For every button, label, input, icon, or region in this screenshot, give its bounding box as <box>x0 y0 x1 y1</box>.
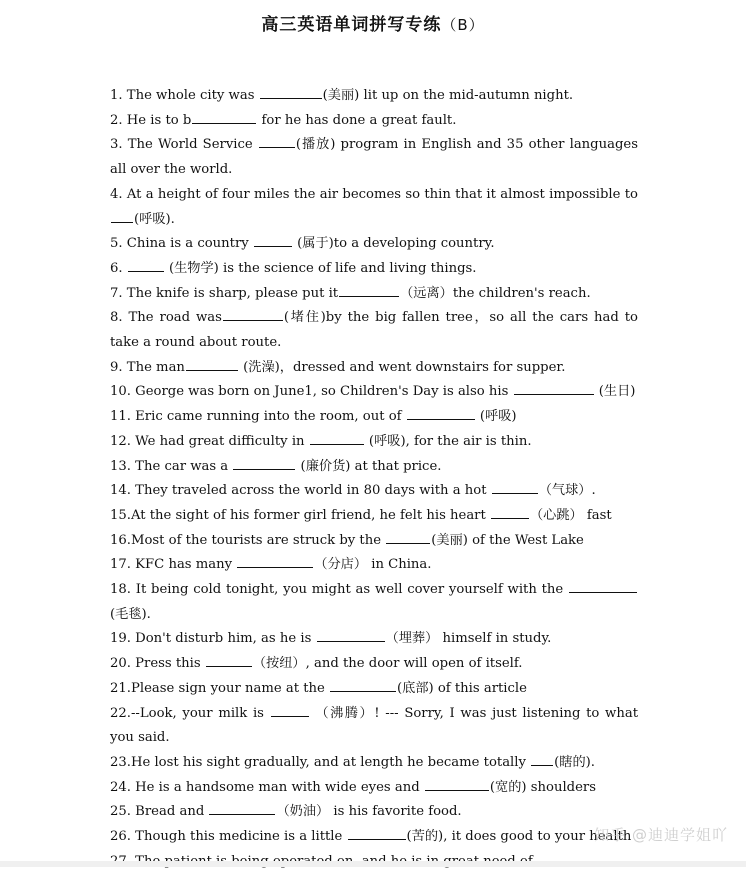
exercise-text: 12. We had great difficulty in <box>110 433 309 449</box>
answer-blank[interactable] <box>317 628 385 642</box>
watermark: 知乎 @迪迪学姐吖 <box>594 826 728 844</box>
exercise-text: (瞎的). <box>554 754 595 770</box>
bottom-bar <box>0 861 746 867</box>
exercise-text: (美丽) of the West Lake <box>431 532 584 548</box>
exercise-item <box>110 455 638 480</box>
title-text: 高三英语单词拼写专练 <box>261 15 442 35</box>
exercise-text: 20. Press this <box>110 656 205 672</box>
answer-blank[interactable] <box>339 283 399 297</box>
exercise-text: 18. It being cold tonight, you might as well cover yourself with the <box>110 582 568 598</box>
answer-blank[interactable] <box>223 307 283 321</box>
exercise-text: （埋葬） himself in study. <box>385 631 552 647</box>
answer-blank[interactable] <box>310 431 364 445</box>
exercise-item <box>110 232 638 257</box>
answer-blank[interactable] <box>491 505 529 519</box>
exercise-item <box>110 430 638 455</box>
exercise-text: (美丽) lit up on the mid-autumn night. <box>322 88 574 103</box>
exercise-item <box>110 825 638 850</box>
exercise-text: （沸腾）! --- Sorry, I was just listening to what you said. <box>110 705 638 746</box>
answer-blank[interactable] <box>407 406 475 420</box>
exercise-text: (堵住)by the big fallen tree，so all the cars had to take a round about route. <box>110 310 638 351</box>
exercise-item <box>110 504 638 529</box>
answer-blank[interactable] <box>206 653 252 667</box>
exercise-text: 17. KFC has many <box>110 557 237 573</box>
exercise-text: (宽的) shoulders <box>489 779 596 795</box>
exercise-text: 24. He is a handsome man with wide eyes and <box>110 779 424 795</box>
exercise-text: for he has done a great fault. <box>257 112 457 128</box>
answer-blank[interactable] <box>569 579 637 593</box>
exercise-text: (毛毯). <box>110 606 151 622</box>
exercise-text: 2. He is to b <box>110 112 192 128</box>
exercise-item <box>110 479 638 504</box>
exercise-text: (呼吸) <box>475 409 517 425</box>
title-paren-open: （ <box>441 16 458 34</box>
exercise-text: 26. Though this medicine is a little <box>110 829 347 845</box>
exercise-text: 3. The World Service <box>110 137 258 153</box>
answer-blank[interactable] <box>514 381 594 395</box>
exercise-text: (廉价货) at that price. <box>296 458 442 474</box>
exercise-text: 22.--Look, your milk is <box>110 705 270 721</box>
exercise-text: 21.Please sign your name at the <box>110 680 329 696</box>
exercise-text: (苦的), it does good to your health <box>406 829 632 845</box>
exercise-text: 11. Eric came running into the room, out of <box>110 409 406 425</box>
answer-blank[interactable] <box>233 456 295 470</box>
exercise-text: 1. The whole city was <box>110 88 259 103</box>
exercise-text: （按纽）, and the door will open of itself. <box>252 656 523 672</box>
exercise-text: 13. The car was a <box>110 458 233 474</box>
exercise-item <box>110 751 638 776</box>
exercise-text: （心跳） fast <box>529 507 612 523</box>
answer-blank[interactable] <box>186 357 238 371</box>
exercise-text: 23.He lost his sight gradually, and at length he became totally <box>110 754 531 770</box>
answer-blank[interactable] <box>128 258 164 272</box>
exercise-item <box>110 183 638 232</box>
exercise-item <box>110 702 638 751</box>
exercise-text: （分店） in China. <box>314 557 432 573</box>
exercise-text: (生物学) is the science of life and living things. <box>164 260 477 276</box>
exercise-item <box>110 405 638 430</box>
answer-blank[interactable] <box>348 826 406 840</box>
exercise-item <box>110 776 638 801</box>
page-title <box>0 10 746 35</box>
exercise-text: (生日) <box>594 384 636 400</box>
exercise-text: （远离）the children's reach. <box>400 285 591 301</box>
exercise-item <box>110 652 638 677</box>
exercise-item <box>110 257 638 282</box>
answer-blank[interactable] <box>111 209 133 223</box>
title-version: B <box>457 16 469 34</box>
answer-blank[interactable] <box>330 678 396 692</box>
exercise-text: 5. China is a country <box>110 236 253 252</box>
exercise-text: 4. At a height of four miles the air becomes so thin that it almost impossible to <box>110 186 638 202</box>
exercise-item <box>110 306 638 355</box>
exercise-item <box>110 677 638 702</box>
exercise-text: 19. Don't disturb him, as he is <box>110 631 316 647</box>
exercise-text: 10. George was born on June1, so Children's Day is also his <box>110 384 513 400</box>
exercise-item <box>110 133 638 182</box>
exercise-text: (洗澡)，dressed and went downstairs for supper. <box>238 359 566 375</box>
exercise-list <box>110 84 638 875</box>
exercise-text: 8. The road was <box>110 310 222 326</box>
answer-blank[interactable] <box>192 110 256 124</box>
exercise-item <box>110 553 638 578</box>
answer-blank[interactable] <box>209 801 275 815</box>
exercise-item <box>110 356 638 381</box>
exercise-text: 7. The knife is sharp, please put it <box>110 285 339 301</box>
exercise-text: (播放) program in English and 35 other languages all over the world. <box>110 137 638 178</box>
exercise-item <box>110 282 638 307</box>
exercise-text: 14. They traveled across the world in 80 days with a hot <box>110 483 491 499</box>
exercise-text: 15.At the sight of his former girl friend, he felt his heart <box>110 507 490 523</box>
exercise-text: 9. The man <box>110 359 185 375</box>
exercise-item <box>110 380 638 405</box>
exercise-item <box>110 109 638 134</box>
answer-blank[interactable] <box>492 480 538 494</box>
answer-blank[interactable] <box>531 752 553 766</box>
exercise-text: (呼吸), for the air is thin. <box>364 433 532 449</box>
exercise-text: （奶油） is his favorite food. <box>276 804 462 820</box>
answer-blank[interactable] <box>425 777 489 791</box>
exercise-text: (属于)to a developing country. <box>292 236 495 252</box>
answer-blank[interactable] <box>271 703 309 717</box>
exercise-text: 25. Bread and <box>110 804 209 820</box>
exercise-item <box>110 800 638 825</box>
exercise-text: (呼吸). <box>134 211 175 227</box>
answer-blank[interactable] <box>386 530 430 544</box>
title-paren-close: ） <box>468 16 485 34</box>
exercise-item <box>110 578 638 627</box>
exercise-text: 6. <box>110 260 127 276</box>
exercise-text: （气球）. <box>538 483 596 499</box>
answer-blank[interactable] <box>260 85 322 99</box>
exercise-text: 16.Most of the tourists are struck by the <box>110 532 386 548</box>
exercise-text: (底部) of this article <box>397 680 527 696</box>
exercise-item <box>110 529 638 554</box>
answer-blank[interactable] <box>237 554 313 568</box>
answer-blank[interactable] <box>254 233 292 247</box>
answer-blank[interactable] <box>259 134 295 148</box>
exercise-item <box>110 627 638 652</box>
exercise-item <box>110 84 638 109</box>
